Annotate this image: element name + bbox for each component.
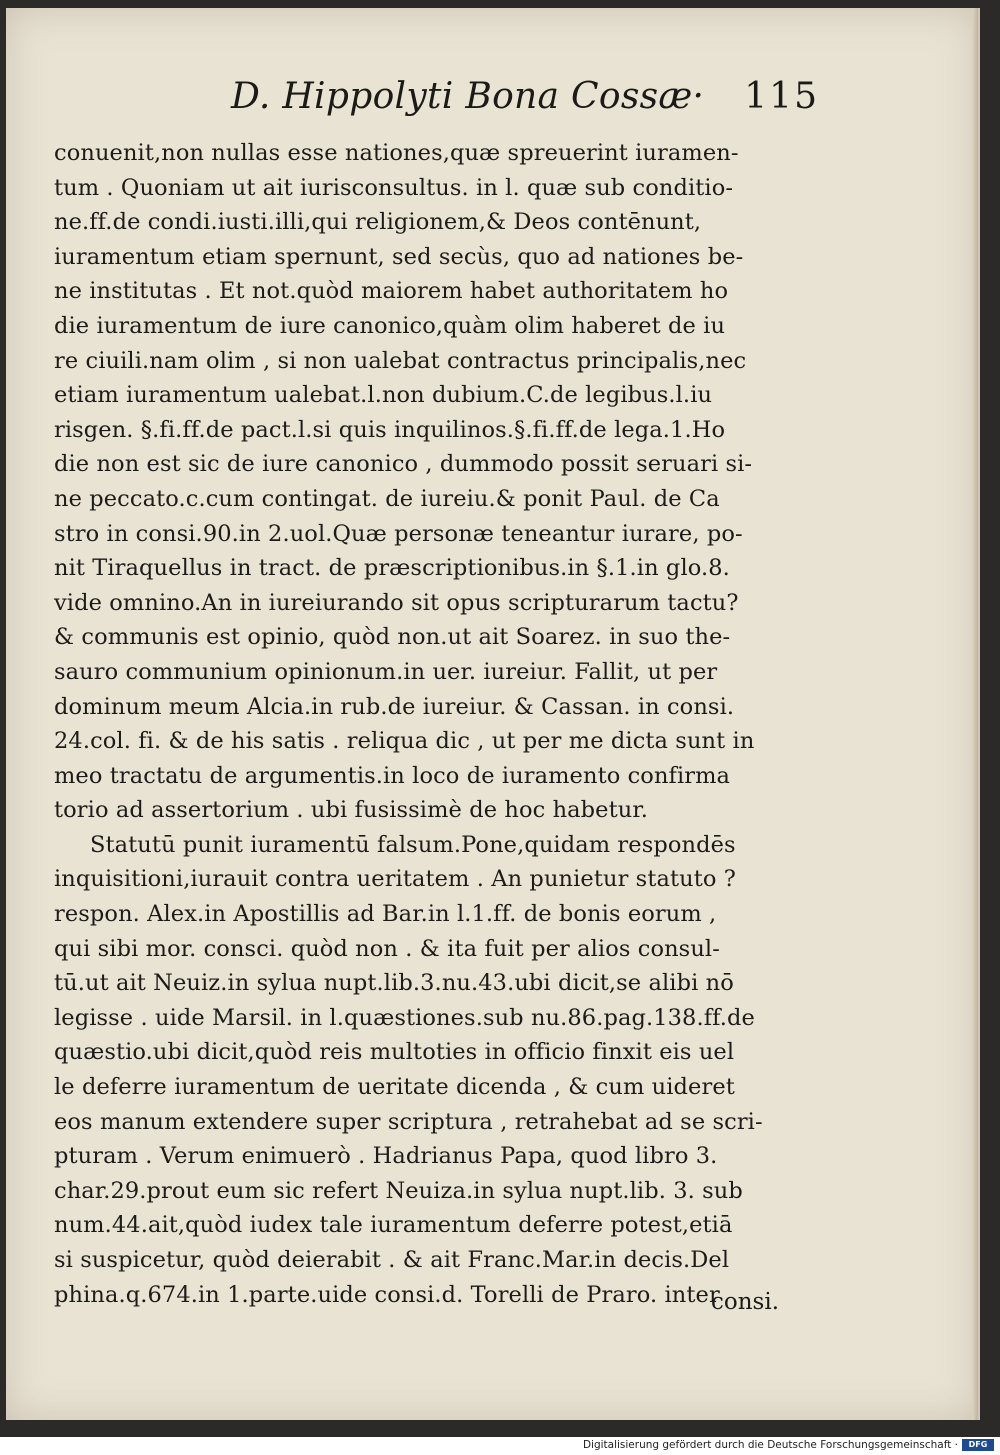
text-line: risgen. §.fi.ff.de pact.l.si quis inquilinos.§.fi.ff.de lega.1.Ho [54, 416, 726, 443]
text-line: 24.col. fi. & de his satis . reliqua dic , ut per me dicta sunt in [54, 728, 755, 755]
text-line: phina.q.674.in 1.parte.uide consi.d. Torelli de Praro. inter [54, 1281, 720, 1308]
text-line: conuenit,non nullas esse nationes,quæ spreuerint iuramen- [54, 140, 739, 166]
text-line: eos manum extendere super scriptura , retrahebat ad se scri- [54, 1108, 763, 1135]
text-line: torio ad assertorium . ubi fusissimè de hoc habetur. [54, 797, 648, 824]
text-line: respon. Alex.in Apostillis ad Bar.in l.1.ff. de bonis eorum , [54, 901, 717, 928]
text-line: char.29.prout eum sic refert Neuiza.in sylua nupt.lib. 3. sub [54, 1177, 743, 1204]
text-line: num.44.ait,quòd iudex tale iuramentum deferre potest,etiā [54, 1212, 733, 1239]
text-line: iuramentum etiam spernunt, sed secùs, quo ad nationes be- [54, 243, 744, 270]
text-line: dominum meum Alcia.in rub.de iureiur. & Cassan. in consi. [54, 693, 735, 720]
text-line: legisse . uide Marsil. in l.quæstiones.sub nu.86.pag.138.ff.de [54, 1004, 755, 1031]
page-header [231, 76, 831, 124]
page-number: 115 [744, 76, 819, 117]
text-line: inquisitioni,iurauit contra ueritatem . An punietur statuto ? [54, 866, 736, 893]
page-edge [972, 8, 978, 1420]
paragraph-start-line: Statutū punit iuramentū falsum.Pone,quidam respondēs [90, 831, 736, 858]
digitization-credit: Digitalisierung gefördert durch die Deutsche Forschungsgemeinschaft · [582, 1439, 958, 1451]
text-line: pturam . Verum enimuerò . Hadrianus Papa, quod libro 3. [54, 1143, 718, 1170]
text-line: sauro communium opinionum.in uer. iureiur. Fallit, ut per [54, 658, 718, 685]
text-line: quæstio.ubi dicit,quòd reis multoties in officio finxit eis uel [54, 1039, 735, 1066]
body-text [54, 136, 834, 1312]
text-line: meo tractatu de argumentis.in loco de iuramento confirma [54, 762, 731, 789]
text-line: qui sibi mor. consci. quòd non . & ita fuit per alios consul- [54, 935, 720, 962]
text-line: stro in consi.90.in 2.uol.Quæ personæ teneantur iurare, po- [54, 520, 743, 547]
dfg-logo: DFG [962, 1439, 994, 1451]
text-line: vide omnino.An in iureiurando sit opus scripturarum tactu? [54, 589, 739, 616]
text-line: tum . Quoniam ut ait iurisconsultus. in l. quæ sub conditio- [54, 174, 734, 201]
text-line: tū.ut ait Neuiz.in sylua nupt.lib.3.nu.43.ubi dicit,se alibi nō [54, 970, 734, 997]
text-line: ne peccato.c.cum contingat. de iureiu.& ponit Paul. de Ca [54, 485, 720, 512]
text-line: nit Tiraquellus in tract. de præscriptionibus.in §.1.in glo.8. [54, 555, 730, 582]
text-line: die non est sic de iure canonico , dummodo possit seruari si- [54, 451, 753, 478]
text-line: si suspicetur, quòd deierabit . & ait Franc.Mar.in decis.Del [54, 1247, 730, 1273]
text-line: die iuramentum de iure canonico,quàm olim haberet de iu [54, 312, 726, 339]
text-line: le deferre iuramentum de ueritate dicenda , & cum uideret [54, 1074, 735, 1101]
text-line: & communis est opinio, quòd non.ut ait Soarez. in suo the- [54, 624, 731, 651]
text-line: ne.ff.de condi.iusti.illi,qui religionem,& Deos contēnunt, [54, 209, 702, 236]
running-head: D. Hippolyti Bona Cossæ· [231, 76, 705, 117]
text-line: re ciuili.nam olim , si non ualebat contractus principalis,nec [54, 347, 747, 374]
text-line: ne institutas . Et not.quòd maiorem habet authoritatem ho [54, 278, 729, 305]
catchword: consi. [711, 1289, 780, 1315]
text-line: etiam iuramentum ualebat.l.non dubium.C.de legibus.l.iu [54, 382, 713, 409]
book-page [6, 8, 980, 1420]
